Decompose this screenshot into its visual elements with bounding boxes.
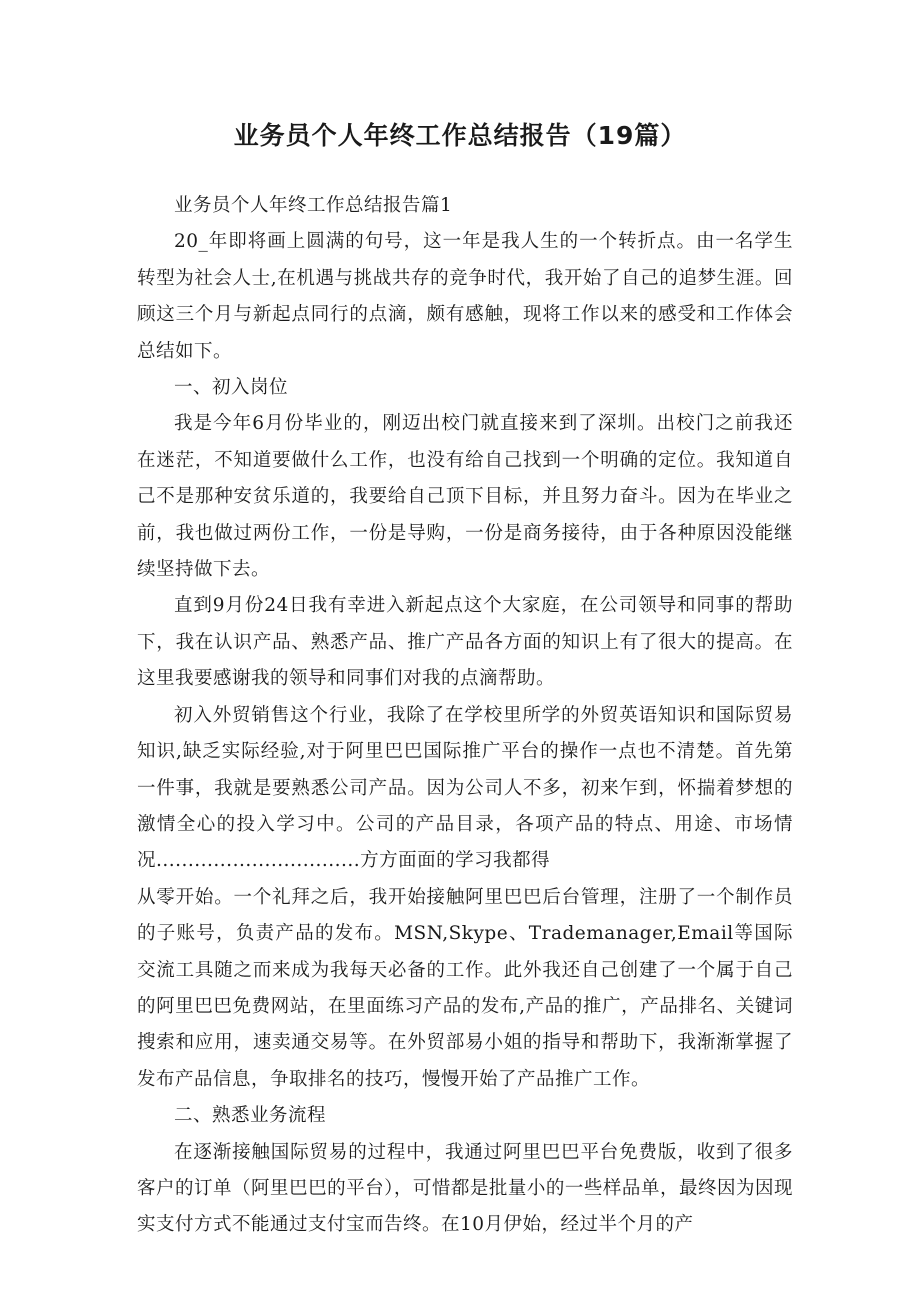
paragraph: 我是今年6月份毕业的，刚迈出校门就直接来到了深圳。出校门之前我还在迷茫，不知道要做什么工作，也没有给自己找到一个明确的定位。我知道自己不是那种安贫乐道的，我要给自己顶下目标，并且努力奋斗。因为在毕业之前，我也做过两份工作，一份是导购，一份是商务接待，由于各种原因没能继续坚持做下去。 bbox=[137, 413, 793, 581]
paragraph-intro: 20_年即将画上圆满的句号，这一年是我人生的一个转折点。由一名学生转型为社会人士,在机遇与挑战共存的竞争时代，我开始了自己的追梦生涯。回顾这三个月与新起点同行的点滴，颇有感触，现将工作以来的感受和工作体会总结如下。 bbox=[137, 231, 793, 362]
paragraph: 在逐渐接触国际贸易的过程中，我通过阿里巴巴平台免费版，收到了很多客户的订单（阿里巴巴的平台），可惜都是批量小的一些样品单，最终因为因现实支付方式不能通过支付宝而告终。在10月伊始，经过半个月的产 bbox=[137, 1141, 793, 1236]
paragraph: 直到9月份24日我有幸进入新起点这个大家庭，在公司领导和同事的帮助下，我在认识产品、熟悉产品、推广产品各方面的知识上有了很大的提高。在这里我要感谢我的领导和同事们对我的点滴帮助。 bbox=[137, 595, 793, 690]
document-title: 业务员个人年终工作总结报告（19篇） bbox=[233, 121, 687, 150]
paragraph-continued: 从零开始。一个礼拜之后，我开始接触阿里巴巴后台管理，注册了一个制作员的子账号，负责产品的发布。MSN,Skype、Trademanager,Email等国际交流工具随之而来成为我每天必备的工作。此外我还自己创建了一个属于自己的阿里巴巴免费网站，在里面练习产品的发布,产品的推广，产品排名、关键词搜索和应用，速卖通交易等。在外贸部易小姐的指导和帮助下，我渐渐掌握了发布产品信息，争取排名的技巧，慢慢开始了产品推广工作。 bbox=[137, 886, 793, 1090]
paragraph: 初入外贸销售这个行业，我除了在学校里所学的外贸英语知识和国际贸易知识,缺乏实际经验,对于阿里巴巴国际推广平台的操作一点也不清楚。首先第一件事，我就是要熟悉公司产品。因为公司人不多，初来乍到，怀揣着梦想的激情全心的投入学习中。公司的产品目录，各项产品的特点、用途、市场情况................................方方面面的学习我都得 bbox=[137, 704, 793, 872]
document-body bbox=[137, 188, 793, 1244]
section-heading-1: 一、初入岗位 bbox=[174, 377, 289, 399]
section-subtitle: 业务员个人年终工作总结报告篇1 bbox=[174, 195, 453, 216]
section-heading-2: 二、熟悉业务流程 bbox=[174, 1105, 327, 1127]
